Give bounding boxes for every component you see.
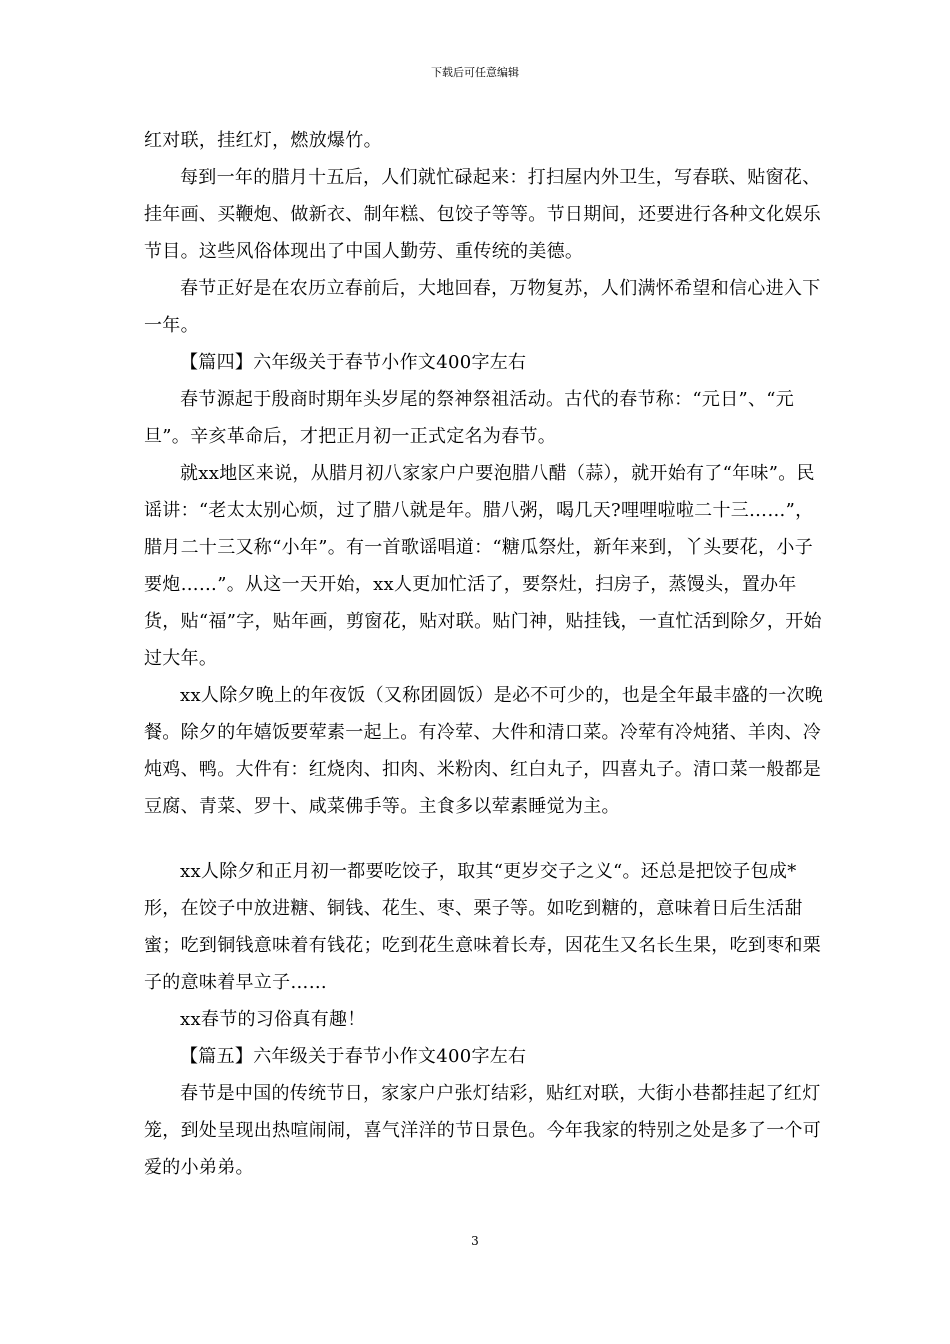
paragraph-origin: 春节源起于殷商时期年头岁尾的祭神祭祖活动。古代的春节称：“元日”、“元旦”。辛亥革命后，才把正月初一正式定名为春节。	[144, 389, 795, 447]
paragraph-la-ba: 就xx地区来说，从腊月初八家家户户要泡腊八醋（蒜），就开始有了“年味”。民谣讲：“老太太别心烦，过了腊八就是年。腊八粥，喝几天?哩哩啦啦二十三……”，腊月二十三又称“小年”。有一首歌谣唱道：“糖瓜祭灶，新年来到，丫头要花，小子要炮……”。从这一天开始，xx人更加忙活了，要祭灶，扫房子，蒸馒头，置办年货，贴“福”字，贴年画，剪窗花，贴对联。贴门神，贴挂钱，一直忙活到除夕，开始过大年。	[144, 463, 822, 669]
paragraph-chuan-tong: 春节是中国的传统节日，家家户户张灯结彩，贴红对联，大街小巷都挂起了红灯笼，到处呈现出热喧闹闹，喜气洋洋的节日景色。今年我家的特别之处是多了一个可爱的小弟弟。	[144, 1083, 822, 1178]
paragraph-continuation: 红对联，挂红灯，燃放爆竹。	[144, 130, 382, 151]
paragraph-gap	[144, 825, 824, 853]
paragraph-li-chun: 春节正好是在农历立春前后，大地回春，万物复苏，人们满怀希望和信心进入下一年。	[144, 278, 821, 336]
page-number: 3	[471, 1234, 479, 1248]
paragraph-jiao-zi: xx人除夕和正月初一都要吃饺子，取其“更岁交子之义“。还总是把饺子包成*形，在饺子中放进糖、铜钱、花生、枣、栗子等。如吃到糖的，意味着日后生活甜蜜；吃到铜钱意味着有钱花；吃到花生意味着长寿，因花生又名长生果，吃到枣和栗子的意味着早立子……	[144, 861, 822, 993]
section-heading-pian-si: 【篇四】六年级关于春节小作文400字左右	[180, 352, 527, 373]
document-body	[144, 122, 824, 1186]
paragraph-nian-ye-fan: xx人除夕晚上的年夜饭（又称团圆饭）是必不可少的，也是全年最丰盛的一次晚餐。除夕的年嬉饭要荤素一起上。有冷荤、大件和清口菜。冷荤有冷炖猪、羊肉、冷炖鸡、鸭。大件有：红烧肉、扣肉、米粉肉、红白丸子，四喜丸子。清口菜一般都是豆腐、青菜、罗十、咸菜佛手等。主食多以荤素睡觉为主。	[144, 685, 824, 817]
paragraph-you-qu: xx春节的习俗真有趣！	[180, 1009, 366, 1030]
section-heading-pian-wu: 【篇五】六年级关于春节小作文400字左右	[180, 1046, 527, 1067]
paragraph-la-yue: 每到一年的腊月十五后，人们就忙碌起来：打扫屋内外卫生，写春联、贴窗花、挂年画、买鞭炮、做新衣、制年糕、包饺子等等。节日期间，还要进行各种文化娱乐节目。这些风俗体现出了中国人勤劳、重传统的美德。	[144, 167, 822, 262]
page-header: 下载后可任意编辑	[431, 66, 519, 79]
